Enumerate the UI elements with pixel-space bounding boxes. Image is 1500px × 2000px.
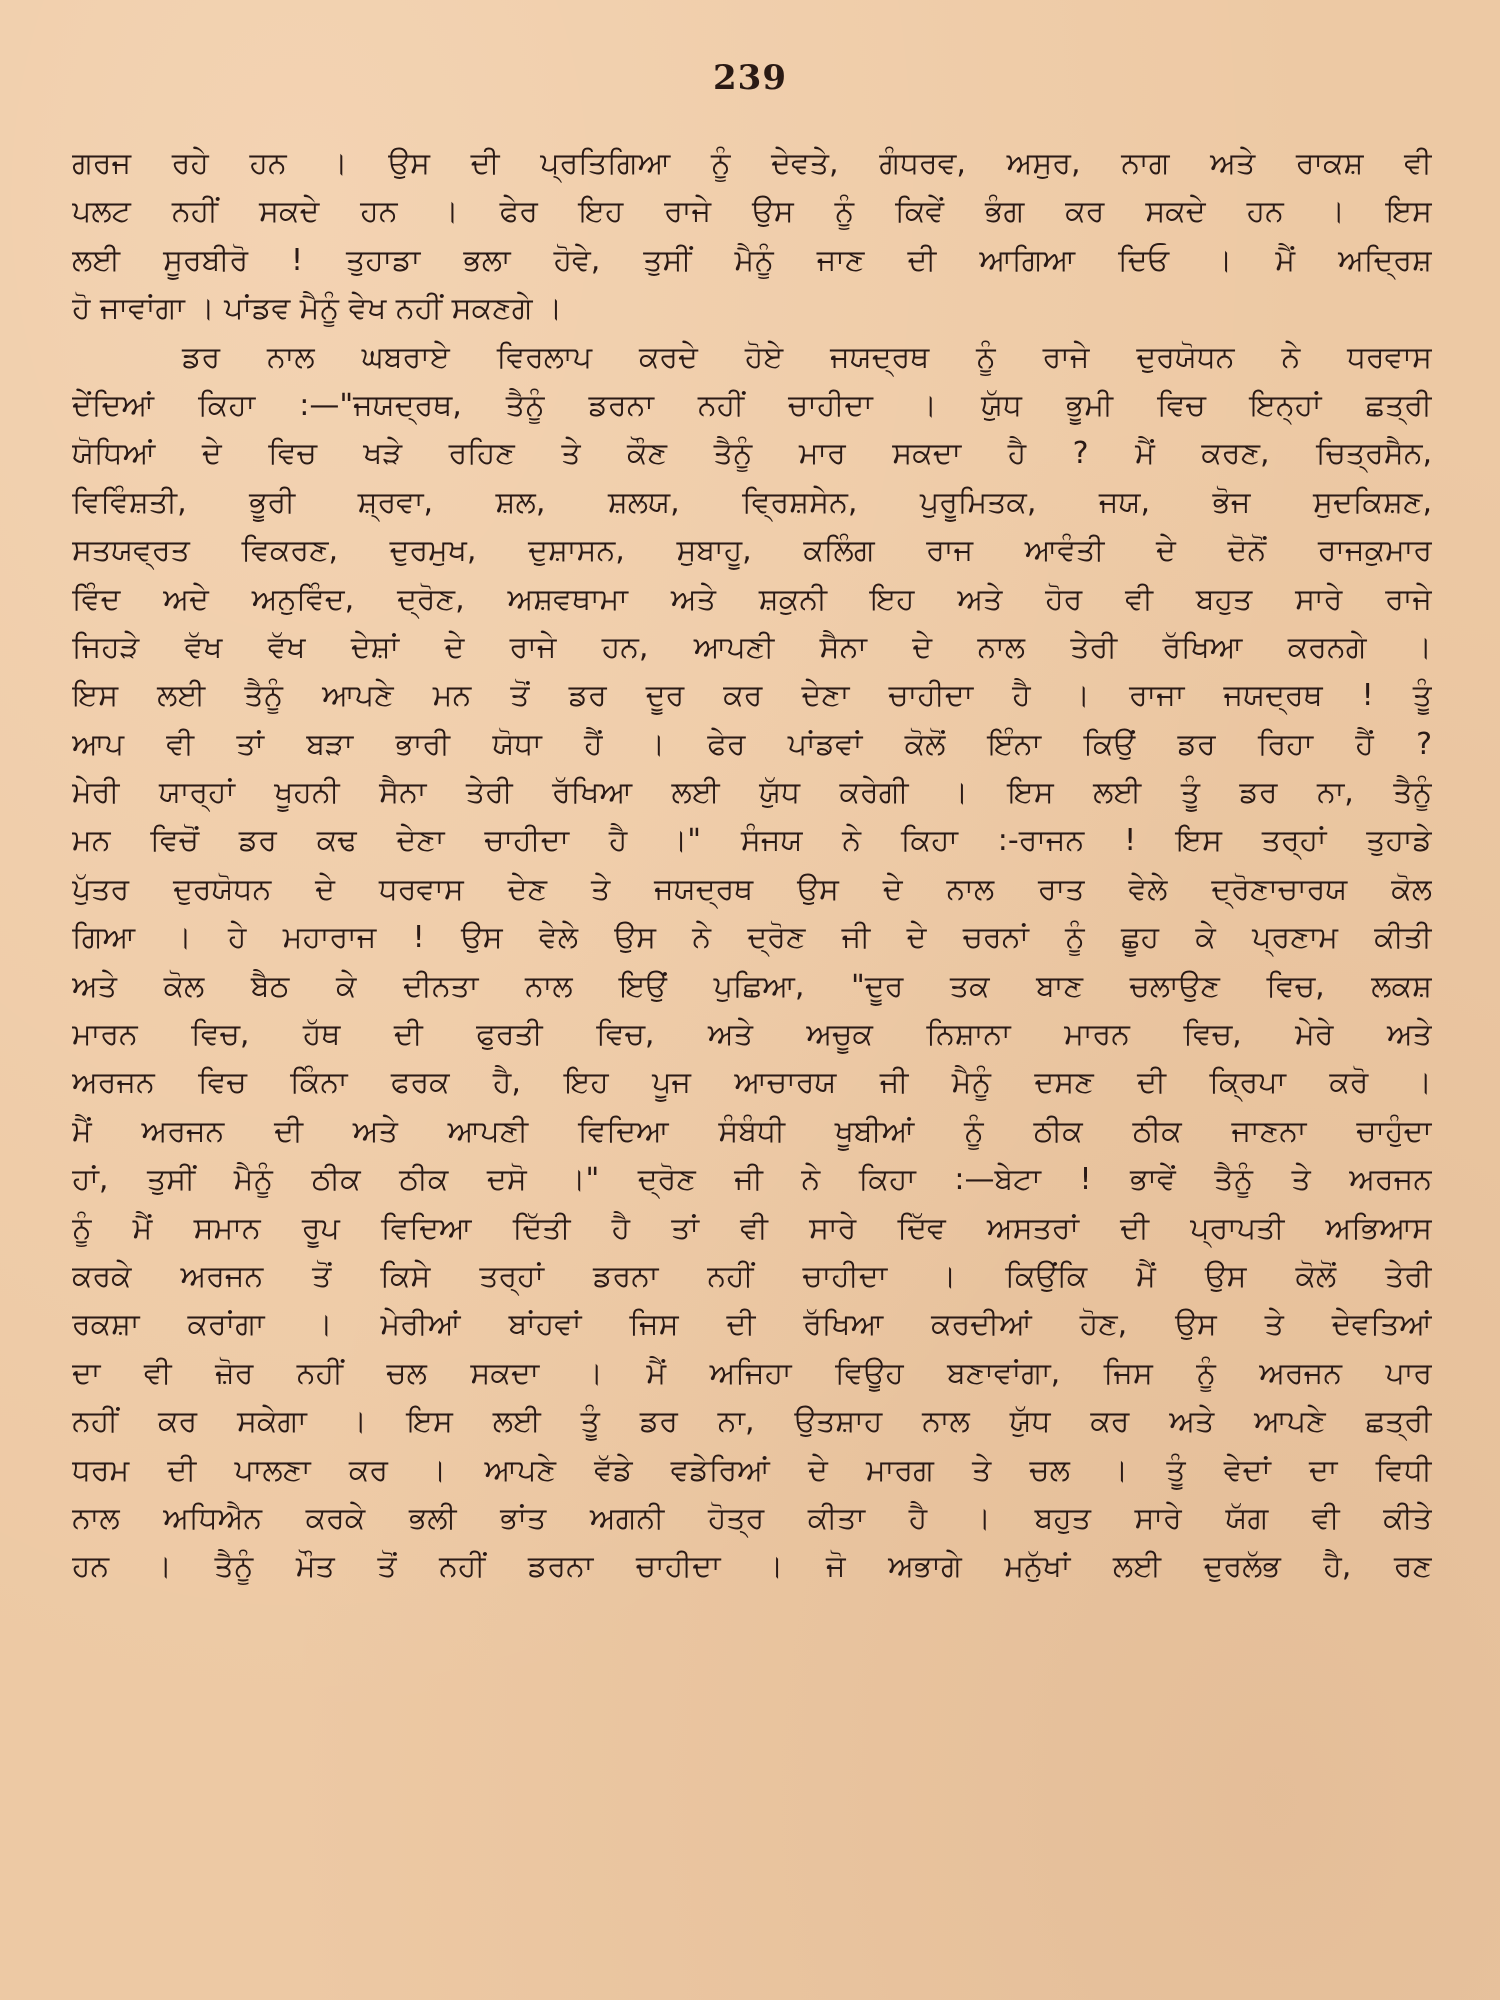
text-line: ਪਲਟ ਨਹੀਂ ਸਕਦੇ ਹਨ । ਫੇਰ ਇਹ ਰਾਜੇ ਉਸ ਨੂੰ ਕਿਵੇਂ ਭੰਗ ਕਰ ਸਕਦੇ ਹਨ । ਇਸ — [72, 194, 1432, 230]
text-line: ਹੋ ਜਾਵਾਂਗਾ । ਪਾਂਡਵ ਮੈਨੂੰ ਵੇਖ ਨਹੀਂ ਸਕਣਗੇ । — [72, 291, 563, 327]
text-line: ਲਈ ਸੂਰਬੀਰੋ ! ਤੁਹਾਡਾ ਭਲਾ ਹੋਵੇ, ਤੁਸੀਂ ਮੈਨੂੰ ਜਾਣ ਦੀ ਆਗਿਆ ਦਿਓ । ਮੈਂ ਅਦ੍ਰਿਸ਼ — [72, 242, 1432, 278]
text-line: ਯੋਧਿਆਂ ਦੇ ਵਿਚ ਖੜੇ ਰਹਿਣ ਤੇ ਕੌਣ ਤੈਨੂੰ ਮਾਰ ਸਕਦਾ ਹੈ ? ਮੈਂ ਕਰਣ, ਚਿਤ੍ਰਸੈਨ, — [72, 436, 1432, 472]
text-line: ਪੁੱਤਰ ਦੁਰਯੋਧਨ ਦੇ ਧਰਵਾਸ ਦੇਣ ਤੇ ਜਯਦ੍ਰਥ ਉਸ ਦੇ ਨਾਲ ਰਾਤ ਵੇਲੇ ਦ੍ਰੋਣਾਚਾਰਯ ਕੋਲ — [72, 871, 1432, 907]
text-line: ਸਤਯਵ੍ਰਤ ਵਿਕਰਣ, ਦੁਰਮੁਖ, ਦੁਸ਼ਾਸਨ, ਸੁਬਾਹੂ, ਕਲਿੰਗ ਰਾਜ ਆਵੰਤੀ ਦੇ ਦੋਨੋਂ ਰਾਜਕੁਮਾਰ — [72, 533, 1432, 569]
text-line: ਮਨ ਵਿਚੋਂ ਡਰ ਕਢ ਦੇਣਾ ਚਾਹੀਦਾ ਹੈ ।" ਸੰਜਯ ਨੇ ਕਿਹਾ :-ਰਾਜਨ ! ਇਸ ਤਰ੍ਹਾਂ ਤੁਹਾਡੇ — [72, 823, 1432, 859]
text-line: ਹਨ । ਤੈਨੂੰ ਮੌਤ ਤੋਂ ਨਹੀਂ ਡਰਨਾ ਚਾਹੀਦਾ । ਜੋ ਅਭਾਗੇ ਮਨੁੱਖਾਂ ਲਈ ਦੁਰਲੱਭ ਹੈ, ਰਣ — [72, 1549, 1432, 1585]
text-line: ਮੈਂ ਅਰਜਨ ਦੀ ਅਤੇ ਆਪਣੀ ਵਿਦਿਆ ਸੰਬੰਧੀ ਖੂਬੀਆਂ ਨੂੰ ਠੀਕ ਠੀਕ ਜਾਣਨਾ ਚਾਹੁੰਦਾ — [72, 1113, 1432, 1149]
text-line: ਕਰਕੇ ਅਰਜਨ ਤੋਂ ਕਿਸੇ ਤਰ੍ਹਾਂ ਡਰਨਾ ਨਹੀਂ ਚਾਹੀਦਾ । ਕਿਉਂਕਿ ਮੈਂ ਉਸ ਕੋਲੋਂ ਤੇਰੀ — [72, 1258, 1432, 1294]
text-line: ਆਪ ਵੀ ਤਾਂ ਬੜਾ ਭਾਰੀ ਯੋਧਾ ਹੈਂ । ਫੇਰ ਪਾਂਡਵਾਂ ਕੋਲੋਂ ਇੰਨਾ ਕਿਉਂ ਡਰ ਰਿਹਾ ਹੈਂ ? — [72, 726, 1432, 762]
text-line: ਦੇਂਦਿਆਂ ਕਿਹਾ :—"ਜਯਦ੍ਰਥ, ਤੈਨੂੰ ਡਰਨਾ ਨਹੀਂ ਚਾਹੀਦਾ । ਯੁੱਧ ਭੂਮੀ ਵਿਚ ਇਨ੍ਹਾਂ ਛਤ੍ਰੀ — [72, 387, 1432, 423]
text-line: ਵਿੰਦ ਅਦੇ ਅਨੁਵਿੰਦ, ਦ੍ਰੋਣ, ਅਸ਼ਵਥਾਮਾ ਅਤੇ ਸ਼ਕੁਨੀ ਇਹ ਅਤੇ ਹੋਰ ਵੀ ਬਹੁਤ ਸਾਰੇ ਰਾਜੇ — [72, 581, 1432, 617]
text-line: ਡਰ ਨਾਲ ਘਬਰਾਏ ਵਿਰਲਾਪ ਕਰਦੇ ਹੋਏ ਜਯਦ੍ਰਥ ਨੂੰ ਰਾਜੇ ਦੁਰਯੋਧਨ ਨੇ ਧਰਵਾਸ — [182, 339, 1432, 375]
text-line: ਗਿਆ । ਹੇ ਮਹਾਰਾਜ ! ਉਸ ਵੇਲੇ ਉਸ ਨੇ ਦ੍ਰੋਣ ਜੀ ਦੇ ਚਰਨਾਂ ਨੂੰ ਛੂਹ ਕੇ ਪ੍ਰਣਾਮ ਕੀਤੀ — [72, 920, 1432, 956]
text-line: ਦਾ ਵੀ ਜ਼ੋਰ ਨਹੀਂ ਚਲ ਸਕਦਾ । ਮੈਂ ਅਜਿਹਾ ਵਿਊਹ ਬਣਾਵਾਂਗਾ, ਜਿਸ ਨੂੰ ਅਰਜਨ ਪਾਰ — [72, 1355, 1432, 1391]
text-line: ਨਾਲ ਅਧਿਐਨ ਕਰਕੇ ਭਲੀ ਭਾਂਤ ਅਗਨੀ ਹੋਤ੍ਰ ਕੀਤਾ ਹੈ । ਬਹੁਤ ਸਾਰੇ ਯੱਗ ਵੀ ਕੀਤੇ — [72, 1500, 1432, 1536]
text-line: ਰਕਸ਼ਾ ਕਰਾਂਗਾ । ਮੇਰੀਆਂ ਬਾਂਹਵਾਂ ਜਿਸ ਦੀ ਰੱਖਿਆ ਕਰਦੀਆਂ ਹੋਣ, ਉਸ ਤੇ ਦੇਵਤਿਆਂ — [72, 1307, 1432, 1343]
body-text — [72, 140, 1432, 1592]
text-line: ਧਰਮ ਦੀ ਪਾਲਣਾ ਕਰ । ਆਪਣੇ ਵੱਡੇ ਵਡੇਰਿਆਂ ਦੇ ਮਾਰਗ ਤੇ ਚਲ । ਤੂੰ ਵੇਦਾਂ ਦਾ ਵਿਧੀ — [72, 1452, 1432, 1488]
text-line: ਅਤੇ ਕੋਲ ਬੈਠ ਕੇ ਦੀਨਤਾ ਨਾਲ ਇਉਂ ਪੁਛਿਆ, "ਦੂਰ ਤਕ ਬਾਣ ਚਲਾਉਣ ਵਿਚ, ਲਕਸ਼ — [72, 968, 1432, 1004]
text-line: ਇਸ ਲਈ ਤੈਨੂੰ ਆਪਣੇ ਮਨ ਤੋਂ ਡਰ ਦੂਰ ਕਰ ਦੇਣਾ ਚਾਹੀਦਾ ਹੈ । ਰਾਜਾ ਜਯਦ੍ਰਥ ! ਤੂੰ — [72, 678, 1432, 714]
page-number: 239 — [713, 58, 787, 98]
text-line: ਗਰਜ ਰਹੇ ਹਨ । ਉਸ ਦੀ ਪ੍ਰਤਿਗਿਆ ਨੂੰ ਦੇਵਤੇ, ਗੰਧਰਵ, ਅਸੁਰ, ਨਾਗ ਅਤੇ ਰਾਕਸ਼ ਵੀ — [72, 146, 1432, 181]
text-line: ਮਾਰਨ ਵਿਚ, ਹੱਥ ਦੀ ਫੁਰਤੀ ਵਿਚ, ਅਤੇ ਅਚੂਕ ਨਿਸ਼ਾਨਾ ਮਾਰਨ ਵਿਚ, ਮੇਰੇ ਅਤੇ — [72, 1017, 1432, 1053]
text-line: ਅਰਜਨ ਵਿਚ ਕਿੰਨਾ ਫਰਕ ਹੈ, ਇਹ ਪੂਜ ਆਚਾਰਯ ਜੀ ਮੈਨੂੰ ਦਸਣ ਦੀ ਕ੍ਰਿਪਾ ਕਰੋ । — [72, 1065, 1432, 1101]
text-line: ਮੇਰੀ ਯਾਰ੍ਹਾਂ ਖੂਹਨੀ ਸੈਨਾ ਤੇਰੀ ਰੱਖਿਆ ਲਈ ਯੁੱਧ ਕਰੇਗੀ । ਇਸ ਲਈ ਤੂੰ ਡਰ ਨਾ, ਤੈਨੂੰ — [72, 775, 1432, 811]
text-line: ਹਾਂ, ਤੁਸੀਂ ਮੈਨੂੰ ਠੀਕ ਠੀਕ ਦਸੋ ।" ਦ੍ਰੋਣ ਜੀ ਨੇ ਕਿਹਾ :—ਬੇਟਾ ! ਭਾਵੇਂ ਤੈਨੂੰ ਤੇ ਅਰਜਨ — [72, 1162, 1432, 1198]
text-line: ਨਹੀਂ ਕਰ ਸਕੇਗਾ । ਇਸ ਲਈ ਤੂੰ ਡਰ ਨਾ, ਉਤਸ਼ਾਹ ਨਾਲ ਯੁੱਧ ਕਰ ਅਤੇ ਆਪਣੇ ਛਤ੍ਰੀ — [72, 1404, 1432, 1440]
text-line: ਜਿਹੜੇ ਵੱਖ ਵੱਖ ਦੇਸ਼ਾਂ ਦੇ ਰਾਜੇ ਹਨ, ਆਪਣੀ ਸੈਨਾ ਦੇ ਨਾਲ ਤੇਰੀ ਰੱਖਿਆ ਕਰਨਗੇ । — [72, 629, 1432, 665]
text-line: ਵਿਵਿੰਸ਼ਤੀ, ਭੂਰੀ ਸ਼੍ਰਵਾ, ਸ਼ਲ, ਸ਼ਲਯ, ਵ੍ਰਿਸ਼ਸੇਨ, ਪੁਰੂਮਿਤਕ, ਜਯ, ਭੋਜ ਸੁਦਕਿਸ਼ਣ, — [72, 484, 1432, 520]
text-line: ਨੂੰ ਮੈਂ ਸਮਾਨ ਰੂਪ ਵਿਦਿਆ ਦਿੱਤੀ ਹੈ ਤਾਂ ਵੀ ਸਾਰੇ ਦਿੱਵ ਅਸਤਰਾਂ ਦੀ ਪ੍ਰਾਪਤੀ ਅਭਿਆਸ — [72, 1210, 1432, 1246]
